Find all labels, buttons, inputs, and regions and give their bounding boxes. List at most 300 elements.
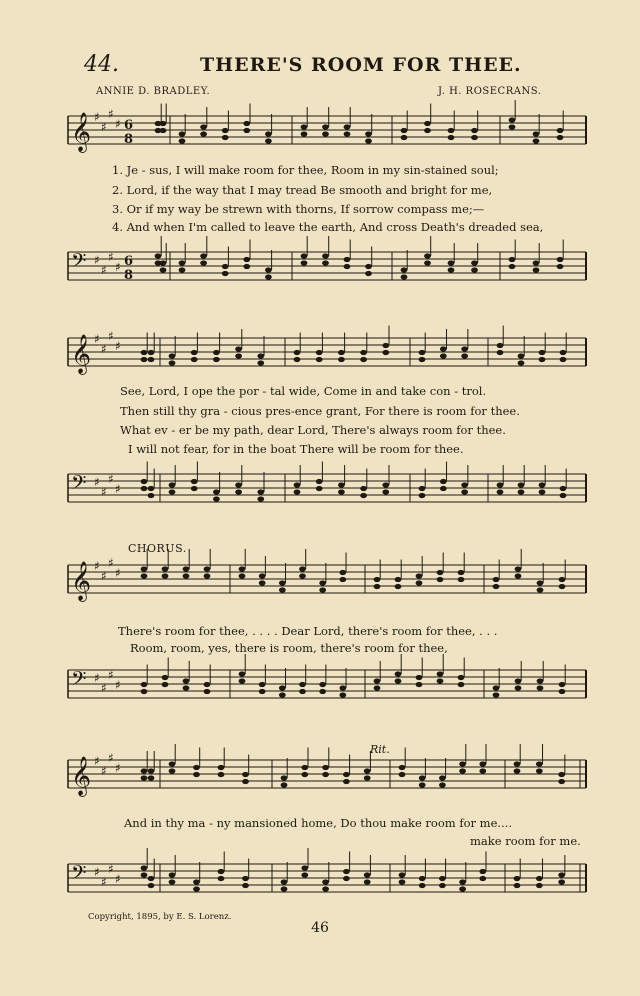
key-sharp: ♯ <box>108 556 114 570</box>
notehead <box>141 872 148 877</box>
notehead <box>301 765 308 770</box>
notehead <box>141 775 148 780</box>
notehead <box>559 689 566 694</box>
notehead <box>259 580 266 585</box>
notehead <box>374 584 381 589</box>
notehead <box>141 357 148 362</box>
time-signature: 8 <box>124 132 134 147</box>
notehead <box>316 479 323 484</box>
notehead <box>183 685 190 690</box>
notehead <box>539 482 546 487</box>
notehead <box>365 271 372 276</box>
notehead <box>497 343 504 348</box>
notehead <box>162 566 169 571</box>
notehead <box>479 869 486 874</box>
notehead <box>461 489 468 494</box>
notehead <box>557 257 564 262</box>
notehead <box>322 765 329 770</box>
notehead <box>338 357 345 362</box>
notehead <box>374 577 381 582</box>
notehead <box>162 675 169 680</box>
notehead <box>148 350 155 355</box>
notehead <box>259 682 266 687</box>
notehead <box>439 883 446 888</box>
notehead <box>344 264 351 269</box>
notehead <box>518 353 525 358</box>
notehead <box>416 675 423 680</box>
notehead <box>319 682 326 687</box>
notehead <box>148 486 155 491</box>
notehead <box>479 768 486 773</box>
time-signature: 6 <box>124 254 134 269</box>
notehead <box>539 350 546 355</box>
notehead <box>339 685 346 690</box>
notehead <box>319 689 326 694</box>
notehead <box>539 489 546 494</box>
notehead <box>169 872 176 877</box>
notehead <box>539 357 546 362</box>
notehead <box>537 587 544 592</box>
notehead <box>299 566 306 571</box>
notehead <box>141 865 148 870</box>
notehead <box>279 580 286 585</box>
key-sharp: ♯ <box>115 872 121 886</box>
notehead <box>419 357 426 362</box>
notehead <box>343 779 350 784</box>
notehead <box>204 682 211 687</box>
notehead <box>440 346 447 351</box>
notehead <box>374 678 381 683</box>
key-sharp: ♯ <box>115 678 121 692</box>
notehead <box>141 768 148 773</box>
notehead <box>265 274 272 279</box>
notehead <box>533 138 540 143</box>
key-sharp: ♯ <box>101 569 107 583</box>
notehead <box>213 496 220 501</box>
notehead <box>322 253 329 258</box>
notehead <box>382 489 389 494</box>
notehead <box>316 357 323 362</box>
notehead <box>322 260 329 265</box>
notehead <box>222 271 229 276</box>
notehead <box>343 772 350 777</box>
notehead <box>242 883 249 888</box>
notehead <box>213 350 220 355</box>
notehead <box>458 682 465 687</box>
notehead <box>301 872 308 877</box>
notehead <box>461 346 468 351</box>
notehead <box>316 486 323 491</box>
notehead <box>558 772 565 777</box>
notehead <box>169 353 176 358</box>
notehead <box>257 353 264 358</box>
notehead <box>155 253 162 258</box>
notehead <box>493 685 500 690</box>
notehead <box>222 128 229 133</box>
notehead <box>218 772 225 777</box>
notehead <box>279 685 286 690</box>
notehead <box>461 353 468 358</box>
notehead <box>338 489 345 494</box>
notehead <box>493 577 500 582</box>
notehead <box>259 573 266 578</box>
notehead <box>360 357 367 362</box>
verse-3-line-2: What ev - er be my path, dear Lord, There's always room for thee. <box>120 423 506 437</box>
notehead <box>213 357 220 362</box>
clef-symbol: 𝄞 <box>71 112 92 152</box>
notehead <box>179 267 186 272</box>
notehead <box>459 768 466 773</box>
notehead <box>222 135 229 140</box>
notehead <box>294 482 301 487</box>
notehead <box>537 685 544 690</box>
clef-symbol: 𝄞 <box>71 334 92 374</box>
notehead <box>294 350 301 355</box>
time-signature: 6 <box>124 118 134 133</box>
notehead <box>160 128 167 133</box>
notehead <box>395 584 402 589</box>
notehead <box>509 117 516 122</box>
notehead <box>204 566 211 571</box>
notehead <box>448 260 455 265</box>
final-line-2: make room for me. <box>470 834 581 848</box>
notehead <box>419 883 426 888</box>
notehead <box>416 580 423 585</box>
notehead <box>395 577 402 582</box>
clef-symbol: 𝄢 <box>71 861 87 889</box>
notehead <box>218 869 225 874</box>
notehead <box>536 768 543 773</box>
notehead <box>169 761 176 766</box>
notehead <box>518 360 525 365</box>
final-line-1: And in thy ma - ny mansioned home, Do thou make room for me.... <box>124 816 512 830</box>
notehead <box>242 772 249 777</box>
notehead <box>338 482 345 487</box>
notehead <box>160 121 167 126</box>
notehead <box>322 131 329 136</box>
notehead <box>399 872 406 877</box>
notehead <box>437 678 444 683</box>
notehead <box>222 264 229 269</box>
notehead <box>301 124 308 129</box>
notehead <box>179 138 186 143</box>
key-sharp: ♯ <box>101 875 107 889</box>
notehead <box>239 678 246 683</box>
notehead <box>169 482 176 487</box>
notehead <box>399 879 406 884</box>
notehead <box>218 765 225 770</box>
notehead <box>471 267 478 272</box>
notehead <box>559 584 566 589</box>
notehead <box>401 135 408 140</box>
notehead <box>204 689 211 694</box>
key-sharp: ♯ <box>94 559 100 573</box>
notehead <box>343 876 350 881</box>
key-sharp: ♯ <box>108 472 114 486</box>
notehead <box>440 353 447 358</box>
notehead <box>239 573 246 578</box>
notehead <box>243 121 250 126</box>
notehead <box>459 879 466 884</box>
notehead <box>339 577 346 582</box>
notehead <box>497 489 504 494</box>
notehead <box>399 765 406 770</box>
notehead <box>141 566 148 571</box>
notehead <box>558 779 565 784</box>
hymn-number: 44. <box>84 52 119 77</box>
verse-3-line-1: 3. Or if my way be strewn with thorns, If sorrow compass me;— <box>112 202 485 216</box>
notehead <box>235 482 242 487</box>
notehead <box>382 350 389 355</box>
notehead <box>344 257 351 262</box>
time-signature: 8 <box>124 268 134 283</box>
notehead <box>148 883 155 888</box>
clef-symbol: 𝄢 <box>71 471 87 499</box>
verse-2-line-1: 2. Lord, if the way that I may tread Be smooth and bright for me, <box>112 183 493 197</box>
notehead <box>281 886 288 891</box>
notehead <box>148 775 155 780</box>
notehead <box>515 566 522 571</box>
notehead <box>416 682 423 687</box>
key-sharp: ♯ <box>115 566 121 580</box>
composer-credit: J. H. ROSECRANS. <box>438 86 542 97</box>
key-sharp: ♯ <box>115 260 121 274</box>
notehead <box>364 879 371 884</box>
notehead <box>191 486 198 491</box>
notehead <box>401 128 408 133</box>
notehead <box>179 131 186 136</box>
notehead <box>536 883 543 888</box>
notehead <box>200 131 207 136</box>
notehead <box>424 253 431 258</box>
notehead <box>338 350 345 355</box>
key-sharp: ♯ <box>101 681 107 695</box>
notehead <box>458 570 465 575</box>
notehead <box>257 496 264 501</box>
notehead <box>183 678 190 683</box>
notehead <box>515 678 522 683</box>
notehead <box>193 886 200 891</box>
notehead <box>281 782 288 787</box>
notehead <box>536 761 543 766</box>
notehead <box>322 124 329 129</box>
notehead <box>364 775 371 780</box>
notehead <box>365 138 372 143</box>
notehead <box>558 872 565 877</box>
notehead <box>200 260 207 265</box>
notehead <box>344 124 351 129</box>
notehead <box>344 131 351 136</box>
notehead <box>294 489 301 494</box>
notehead <box>518 489 525 494</box>
notehead <box>518 482 525 487</box>
key-sharp: ♯ <box>101 764 107 778</box>
notehead <box>169 768 176 773</box>
notehead <box>183 566 190 571</box>
notehead <box>141 682 148 687</box>
key-sharp: ♯ <box>115 117 121 131</box>
key-sharp: ♯ <box>94 332 100 346</box>
notehead <box>557 135 564 140</box>
notehead <box>448 267 455 272</box>
lyricist-credit: ANNIE D. BRADLEY. <box>96 86 211 97</box>
notehead <box>365 131 372 136</box>
key-sharp: ♯ <box>94 253 100 267</box>
notehead <box>458 577 465 582</box>
notehead <box>419 493 426 498</box>
notehead <box>322 772 329 777</box>
notehead <box>439 782 446 787</box>
notehead <box>560 493 567 498</box>
page-number: 46 <box>311 920 329 936</box>
notehead <box>509 264 516 269</box>
notehead <box>365 264 372 269</box>
notehead <box>162 682 169 687</box>
notehead <box>419 775 426 780</box>
notehead <box>360 486 367 491</box>
verse-1-line-1: 1. Je - sus, I will make room for thee, Room in my sin-stained soul; <box>112 163 499 177</box>
notehead <box>459 761 466 766</box>
notehead <box>537 678 544 683</box>
notehead <box>557 128 564 133</box>
verse-4-line-2: I will not fear, for in the boat There will be room for thee. <box>128 442 464 456</box>
key-sharp: ♯ <box>94 754 100 768</box>
notehead <box>301 131 308 136</box>
notehead <box>243 264 250 269</box>
notehead <box>339 692 346 697</box>
notehead <box>514 876 521 881</box>
key-sharp: ♯ <box>115 761 121 775</box>
notehead <box>193 765 200 770</box>
notehead <box>537 580 544 585</box>
notehead <box>382 482 389 487</box>
notehead <box>536 876 543 881</box>
verse-1-line-2: See, Lord, I ope the por - tal wide, Come in and take con - trol. <box>120 384 487 398</box>
notehead <box>559 682 566 687</box>
notehead <box>419 350 426 355</box>
notehead <box>339 570 346 575</box>
notehead <box>493 692 500 697</box>
notehead <box>533 267 540 272</box>
notehead <box>141 350 148 355</box>
chorus-line-2: Room, room, yes, there is room, there's room for thee, <box>130 641 448 655</box>
notehead <box>281 879 288 884</box>
notehead <box>242 779 249 784</box>
notehead <box>239 671 246 676</box>
notehead <box>514 761 521 766</box>
key-sharp: ♯ <box>101 342 107 356</box>
notehead <box>148 493 155 498</box>
notehead <box>479 876 486 881</box>
notehead <box>160 267 167 272</box>
notehead <box>471 135 478 140</box>
notehead <box>560 350 567 355</box>
notehead <box>382 343 389 348</box>
notehead <box>424 128 431 133</box>
notehead <box>301 865 308 870</box>
copyright-notice: Copyright, 1895, by E. S. Lorenz. <box>88 912 232 922</box>
notehead <box>299 682 306 687</box>
notehead <box>399 772 406 777</box>
key-sharp: ♯ <box>94 671 100 685</box>
notehead <box>401 267 408 272</box>
notehead <box>239 566 246 571</box>
notehead <box>279 692 286 697</box>
notehead <box>419 782 426 787</box>
notehead <box>440 479 447 484</box>
notehead <box>265 267 272 272</box>
notehead <box>193 772 200 777</box>
notehead <box>200 124 207 129</box>
notehead <box>459 886 466 891</box>
clef-symbol: 𝄢 <box>71 249 87 277</box>
notehead <box>509 124 516 129</box>
notehead <box>471 128 478 133</box>
notehead <box>160 260 167 265</box>
notehead <box>141 479 148 484</box>
notehead <box>461 482 468 487</box>
clef-symbol: 𝄞 <box>71 756 92 796</box>
notehead <box>458 675 465 680</box>
notehead <box>204 573 211 578</box>
key-sharp: ♯ <box>108 862 114 876</box>
notehead <box>316 350 323 355</box>
notehead <box>141 573 148 578</box>
notehead <box>559 577 566 582</box>
notehead <box>515 685 522 690</box>
notehead <box>169 489 176 494</box>
notehead <box>437 671 444 676</box>
key-sharp: ♯ <box>101 485 107 499</box>
notehead <box>416 573 423 578</box>
notehead <box>437 577 444 582</box>
notehead <box>179 260 186 265</box>
notehead <box>257 489 264 494</box>
notehead <box>401 274 408 279</box>
notehead <box>322 879 329 884</box>
notehead <box>169 879 176 884</box>
notehead <box>448 135 455 140</box>
verse-2-line-2: Then still thy gra - cious pres-ence grant, For there is room for thee. <box>120 404 520 418</box>
notehead <box>557 264 564 269</box>
notehead <box>395 671 402 676</box>
notehead <box>509 257 516 262</box>
notehead <box>437 570 444 575</box>
notehead <box>191 479 198 484</box>
hymn-title: THERE'S ROOM FOR THEE. <box>200 54 522 76</box>
notehead <box>319 587 326 592</box>
notehead <box>193 879 200 884</box>
notehead <box>265 138 272 143</box>
notehead <box>560 486 567 491</box>
key-sharp: ♯ <box>115 482 121 496</box>
notehead <box>243 257 250 262</box>
key-sharp: ♯ <box>108 751 114 765</box>
notehead <box>560 357 567 362</box>
notehead <box>301 253 308 258</box>
key-sharp: ♯ <box>101 263 107 277</box>
notehead <box>299 689 306 694</box>
notehead <box>281 775 288 780</box>
ritardando-mark: Rit. <box>370 743 390 756</box>
notehead <box>148 357 155 362</box>
notehead <box>141 486 148 491</box>
key-sharp: ♯ <box>108 250 114 264</box>
key-sharp: ♯ <box>115 339 121 353</box>
clef-symbol: 𝄢 <box>71 667 87 695</box>
notehead <box>148 768 155 773</box>
notehead <box>235 489 242 494</box>
